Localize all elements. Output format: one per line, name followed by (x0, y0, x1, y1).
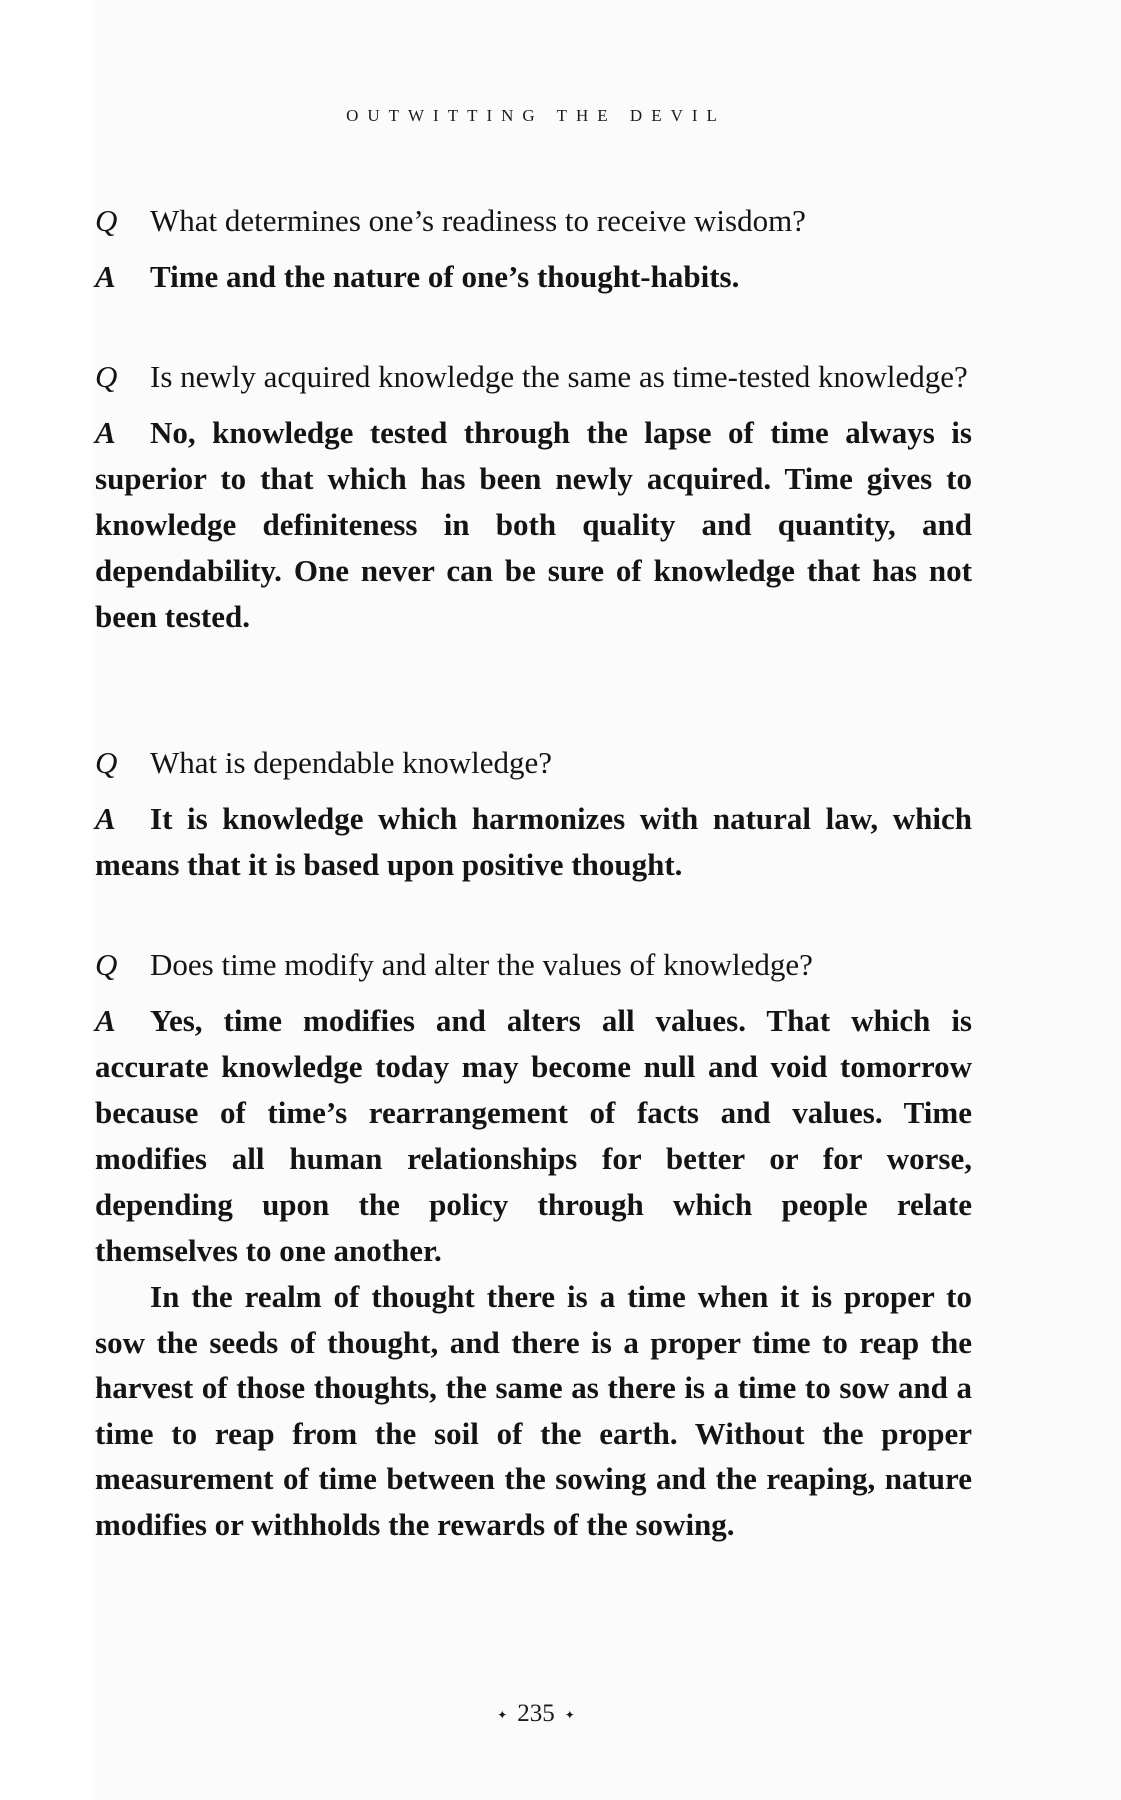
answer-text: Time and the nature of one’s thought-habits. (150, 259, 740, 294)
question-3 (95, 740, 972, 786)
question-4 (95, 942, 972, 988)
question-label: Q (95, 203, 118, 238)
page-number: 235 (517, 1700, 555, 1727)
diamond-ornament-icon: ✦ (497, 1707, 508, 1722)
page-number-footer (0, 1700, 1072, 1728)
answer-label: A (95, 259, 116, 294)
qa-block-3 (95, 740, 972, 888)
answer-label: A (95, 801, 116, 836)
running-head: OUTWITTING THE DEVIL (346, 106, 726, 125)
question-2 (95, 354, 972, 400)
qa-block-4 (95, 942, 972, 1547)
answer-label: A (95, 1003, 116, 1038)
qa-block-2 (95, 354, 972, 640)
question-text: What is dependable knowledge? (150, 745, 552, 780)
answer-text: No, knowledge tested through the lapse of time always is superior to that which has been newly acquired. Time gives to knowledge definiteness in both quality and quantity, and dependability. One never can be sure of knowledge that has not been tested. (95, 415, 972, 634)
question-text: Is newly acquired knowledge the same as time-tested knowledge? (150, 359, 968, 394)
diamond-ornament-icon: ✦ (564, 1707, 575, 1722)
answer-3 (95, 796, 972, 888)
continuation-paragraph: In the realm of thought there is a time when it is proper to sow the seeds of thought, and there is a proper time to reap the harvest of those thoughts, the same as there is a time to sow and a time to reap from the soil of the earth. Without the proper measurement of time between the sowing and the reaping, nature modifies or withholds the rewards of the sowing. (95, 1279, 972, 1542)
answer-label: A (95, 415, 116, 450)
question-label: Q (95, 947, 118, 982)
answer-text: Yes, time modifies and alters all values. That which is accurate knowledge today may become null and void tomorrow because of time’s rearrangement of facts and values. Time modifies all human relationships for better or for worse, depending upon the policy through which people relate themselves to one another. (95, 1003, 972, 1268)
answer-4 (95, 998, 972, 1274)
page-gutter (0, 0, 92, 1800)
question-text: What determines one’s readiness to receive wisdom? (150, 203, 806, 238)
question-1 (95, 198, 972, 244)
question-label: Q (95, 359, 118, 394)
answer-2 (95, 410, 972, 640)
answer-1 (95, 254, 972, 300)
answer-text: It is knowledge which harmonizes with natural law, which means that it is based upon positive thought. (95, 801, 972, 882)
qa-block-1 (95, 198, 972, 300)
question-label: Q (95, 745, 118, 780)
question-text: Does time modify and alter the values of knowledge? (150, 947, 813, 982)
